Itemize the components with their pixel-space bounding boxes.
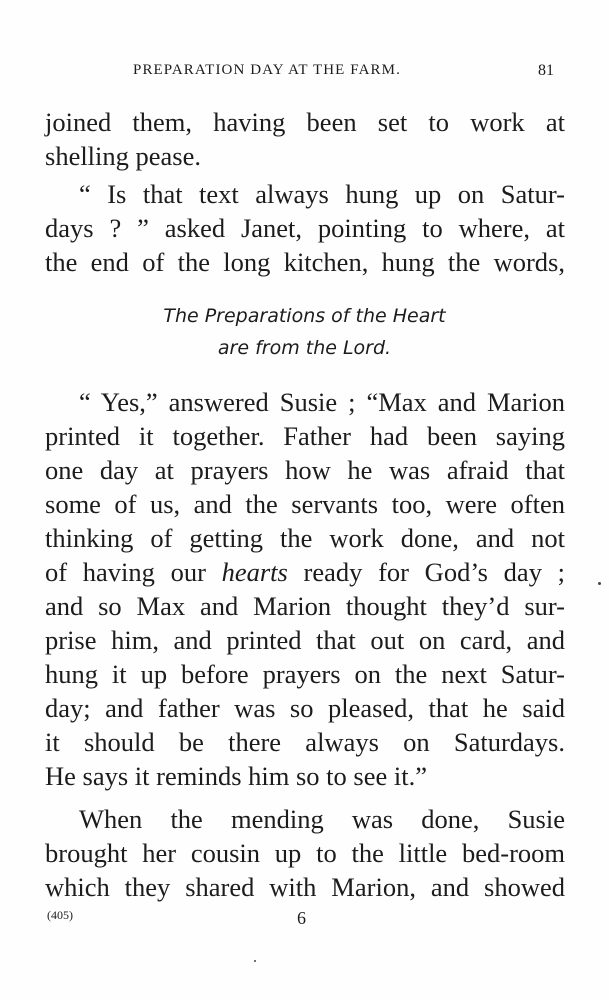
text-line: When the mending was done, Susie	[79, 804, 565, 834]
text-line: “ Yes,” answered Susie ; “Max and Marion	[79, 387, 565, 417]
text-line: brought her cousin up to the little bed-room	[45, 838, 565, 868]
text-line: printed it together. Father had been saying	[45, 421, 565, 451]
text-line: thinking of getting the work done, and not	[45, 523, 565, 553]
running-header	[0, 60, 609, 84]
text-segment: of having our	[45, 557, 222, 587]
text-segment: ready for God’s day ;	[287, 557, 566, 587]
text-line: shelling pease.	[45, 141, 202, 171]
text-line: prise him, and printed that out on card, and	[45, 625, 565, 655]
running-title: PREPARATION DAY AT THE FARM.	[133, 62, 401, 78]
paragraph-1	[45, 105, 565, 173]
text-line: and so Max and Marion thought they’d sur-	[45, 591, 565, 621]
paragraph-4	[45, 802, 565, 904]
signature-code: (405)	[47, 908, 73, 922]
text-line: some of us, and the servants too, were often	[45, 489, 565, 519]
text-line: day; and father was so pleased, that he said	[45, 693, 565, 723]
text-line: the end of the long kitchen, hung the words,	[45, 247, 565, 277]
text-line: “ Is that text always hung up on Satur-	[79, 179, 565, 209]
text-line: days ? ” asked Janet, pointing to where, at	[45, 213, 565, 243]
motto-line: are from the Lord.	[217, 337, 392, 359]
text-line: He says it reminds him so to see it.”	[45, 761, 427, 791]
emphasized-word: hearts	[221, 557, 288, 587]
print-speck	[254, 960, 256, 962]
text-line: it should be there always on Saturdays.	[45, 727, 565, 757]
text-line: which they shared with Marion, and showed	[45, 872, 565, 902]
paragraph-3	[45, 385, 565, 793]
paragraph-2	[45, 177, 565, 279]
signature-mark: 6	[297, 908, 306, 928]
text-line: one day at prayers how he was afraid that	[45, 455, 565, 485]
print-speck	[598, 582, 601, 585]
text-line: hung it up before prayers on the next Satur-	[45, 659, 565, 689]
text-line: joined them, having been set to work at	[45, 107, 565, 137]
motto-text	[0, 300, 609, 364]
text-line-with-emphasis	[45, 555, 565, 589]
page-number: 81	[538, 62, 554, 79]
motto-line: The Preparations of the Heart	[163, 305, 446, 327]
